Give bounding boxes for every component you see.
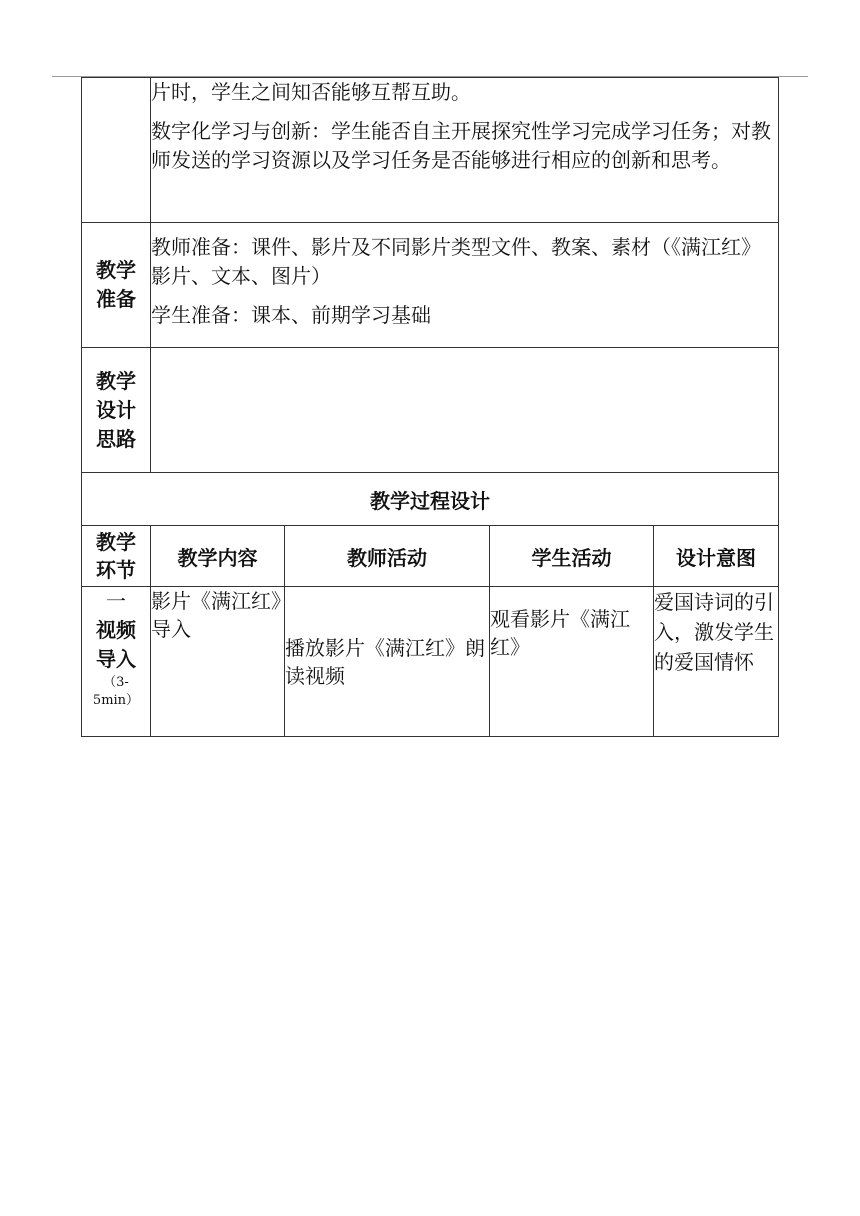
evaluation-content-cell xyxy=(151,78,779,223)
stage-name: 视频导入 xyxy=(96,618,136,671)
header-student-activity: 学生活动 xyxy=(490,526,654,587)
content-cell: 影片《满江红》导入 xyxy=(151,587,285,737)
stage-time: （3-5min） xyxy=(92,675,140,708)
header-stage xyxy=(82,526,151,587)
stage-cell xyxy=(82,587,151,737)
table-row xyxy=(82,587,779,737)
evaluation-label-cell xyxy=(82,78,151,223)
process-title: 教学过程设计 xyxy=(82,473,779,526)
header-teacher-activity: 教师活动 xyxy=(285,526,490,587)
student-activity-cell: 观看影片《满江红》 xyxy=(490,587,654,737)
teacher-prep: 教师准备：课件、影片及不同影片类型文件、教案、素材（《满江红》影片、文本、图片） xyxy=(151,235,761,288)
design-intent-cell: 爱国诗词的引入，激发学生的爱国情怀 xyxy=(654,587,779,737)
prep-content-cell xyxy=(151,223,779,348)
lesson-plan-table xyxy=(81,77,779,737)
teacher-activity-cell: 播放影片《满江红》朗读视频 xyxy=(285,587,490,737)
stage-number: 一 xyxy=(106,589,126,613)
design-idea-content xyxy=(151,348,779,473)
header-design-intent: 设计意图 xyxy=(654,526,779,587)
evaluation-line: 片时，学生之间知否能够互帮互助。 xyxy=(151,80,471,104)
header-stage-text: 教学环节 xyxy=(96,530,136,582)
student-prep: 学生准备：课本、前期学习基础 xyxy=(151,303,431,327)
header-content: 教学内容 xyxy=(151,526,285,587)
prep-label-text: 教学准备 xyxy=(96,258,136,311)
digital-learning-paragraph: 数字化学习与创新：学生能否自主开展探究性学习完成学习任务；对教师发送的学习资源以及学习任务是否能够进行相应的创新和思考。 xyxy=(151,119,771,172)
evaluation-row xyxy=(82,78,779,223)
process-header-row xyxy=(82,526,779,587)
design-idea-label-text: 教学设计思路 xyxy=(96,368,136,451)
prep-label xyxy=(82,223,151,348)
prep-row xyxy=(82,223,779,348)
design-idea-label xyxy=(82,348,151,473)
process-title-row xyxy=(82,473,779,526)
design-idea-row xyxy=(82,348,779,473)
